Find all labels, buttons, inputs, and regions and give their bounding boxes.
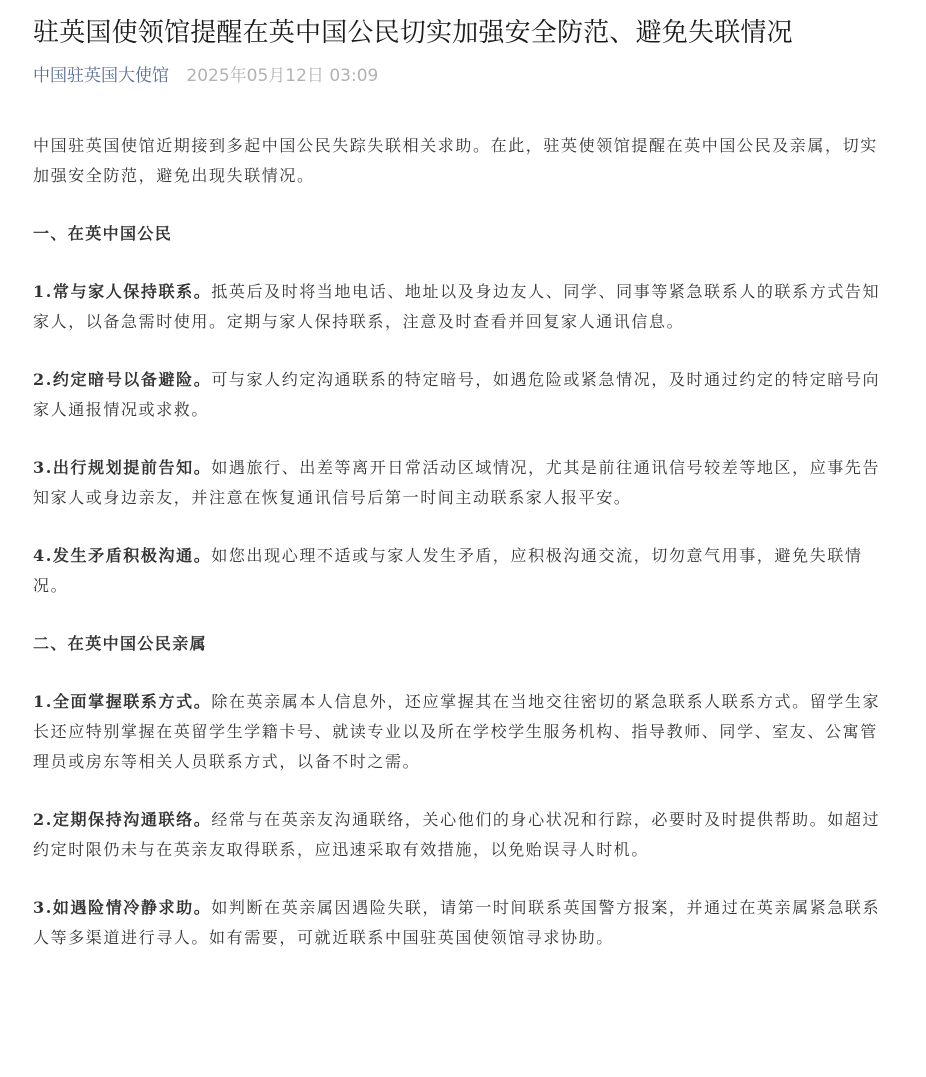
list-item xyxy=(33,805,893,865)
list-item xyxy=(33,687,893,777)
item-text: 如判断在英亲属因遇险失联，请第一时间联系英国警方报案，并通过在英亲属紧急联系人等多渠道进行寻人。如有需要，可就近联系中国驻英国使领馆寻求协助。 xyxy=(33,898,881,947)
item-lead: 2.定期保持沟通联络。 xyxy=(33,810,212,829)
list-item xyxy=(33,541,893,601)
item-text: 如您出现心理不适或与家人发生矛盾，应积极沟通交流，切勿意气用事，避免失联情况。 xyxy=(33,546,863,595)
item-lead: 1.常与家人保持联系。 xyxy=(33,282,212,301)
list-item xyxy=(33,893,893,953)
publish-date: 2025年05月12日 03:09 xyxy=(186,66,379,86)
list-item xyxy=(33,277,893,337)
section-heading-relatives: 二、在英中国公民亲属 xyxy=(33,634,208,653)
item-lead: 4.发生矛盾积极沟通。 xyxy=(33,546,212,565)
article-meta xyxy=(33,64,893,88)
item-text: 如遇旅行、出差等离开日常活动区域情况，尤其是前往通讯信号较差等地区，应事先告知家人或身边亲友，并注意在恢复通讯信号后第一时间主动联系家人报平安。 xyxy=(33,458,881,507)
item-text: 除在英亲属本人信息外，还应掌握其在当地交往密切的紧急联系人联系方式。留学生家长还应特别掌握在英留学生学籍卡号、就读专业以及所在学校学生服务机构、指导教师、同学、室友、公寓管理员或房东等相关人员联系方式，以备不时之需。 xyxy=(33,692,881,771)
item-lead: 3.出行规划提前告知。 xyxy=(33,458,212,477)
section-heading-citizens: 一、在英中国公民 xyxy=(33,224,173,243)
item-text: 经常与在英亲友沟通联络，关心他们的身心状况和行踪，必要时及时提供帮助。如超过约定时限仍未与在英亲友取得联系，应迅速采取有效措施，以免贻误寻人时机。 xyxy=(33,810,881,859)
intro-paragraph: 中国驻英国使馆近期接到多起中国公民失踪失联相关求助。在此，驻英使领馆提醒在英中国公民及亲属，切实加强安全防范，避免出现失联情况。 xyxy=(33,136,878,185)
item-text: 可与家人约定沟通联系的特定暗号，如遇危险或紧急情况，及时通过约定的特定暗号向家人通报情况或求救。 xyxy=(33,370,881,419)
item-text: 抵英后及时将当地电话、地址以及身边友人、同学、同事等紧急联系人的联系方式告知家人，以备急需时使用。定期与家人保持联系，注意及时查看并回复家人通讯信息。 xyxy=(33,282,881,331)
article-body xyxy=(33,131,893,953)
list-item xyxy=(33,453,893,513)
item-lead: 2.约定暗号以备避险。 xyxy=(33,370,212,389)
item-lead: 3.如遇险情冷静求助。 xyxy=(33,898,212,917)
item-lead: 1.全面掌握联系方式。 xyxy=(33,692,212,711)
author-link[interactable]: 中国驻英国大使馆 xyxy=(33,66,169,86)
list-item xyxy=(33,365,893,425)
article-title: 驻英国使领馆提醒在英中国公民切实加强安全防范、避免失联情况 xyxy=(33,18,793,48)
article xyxy=(33,14,893,981)
